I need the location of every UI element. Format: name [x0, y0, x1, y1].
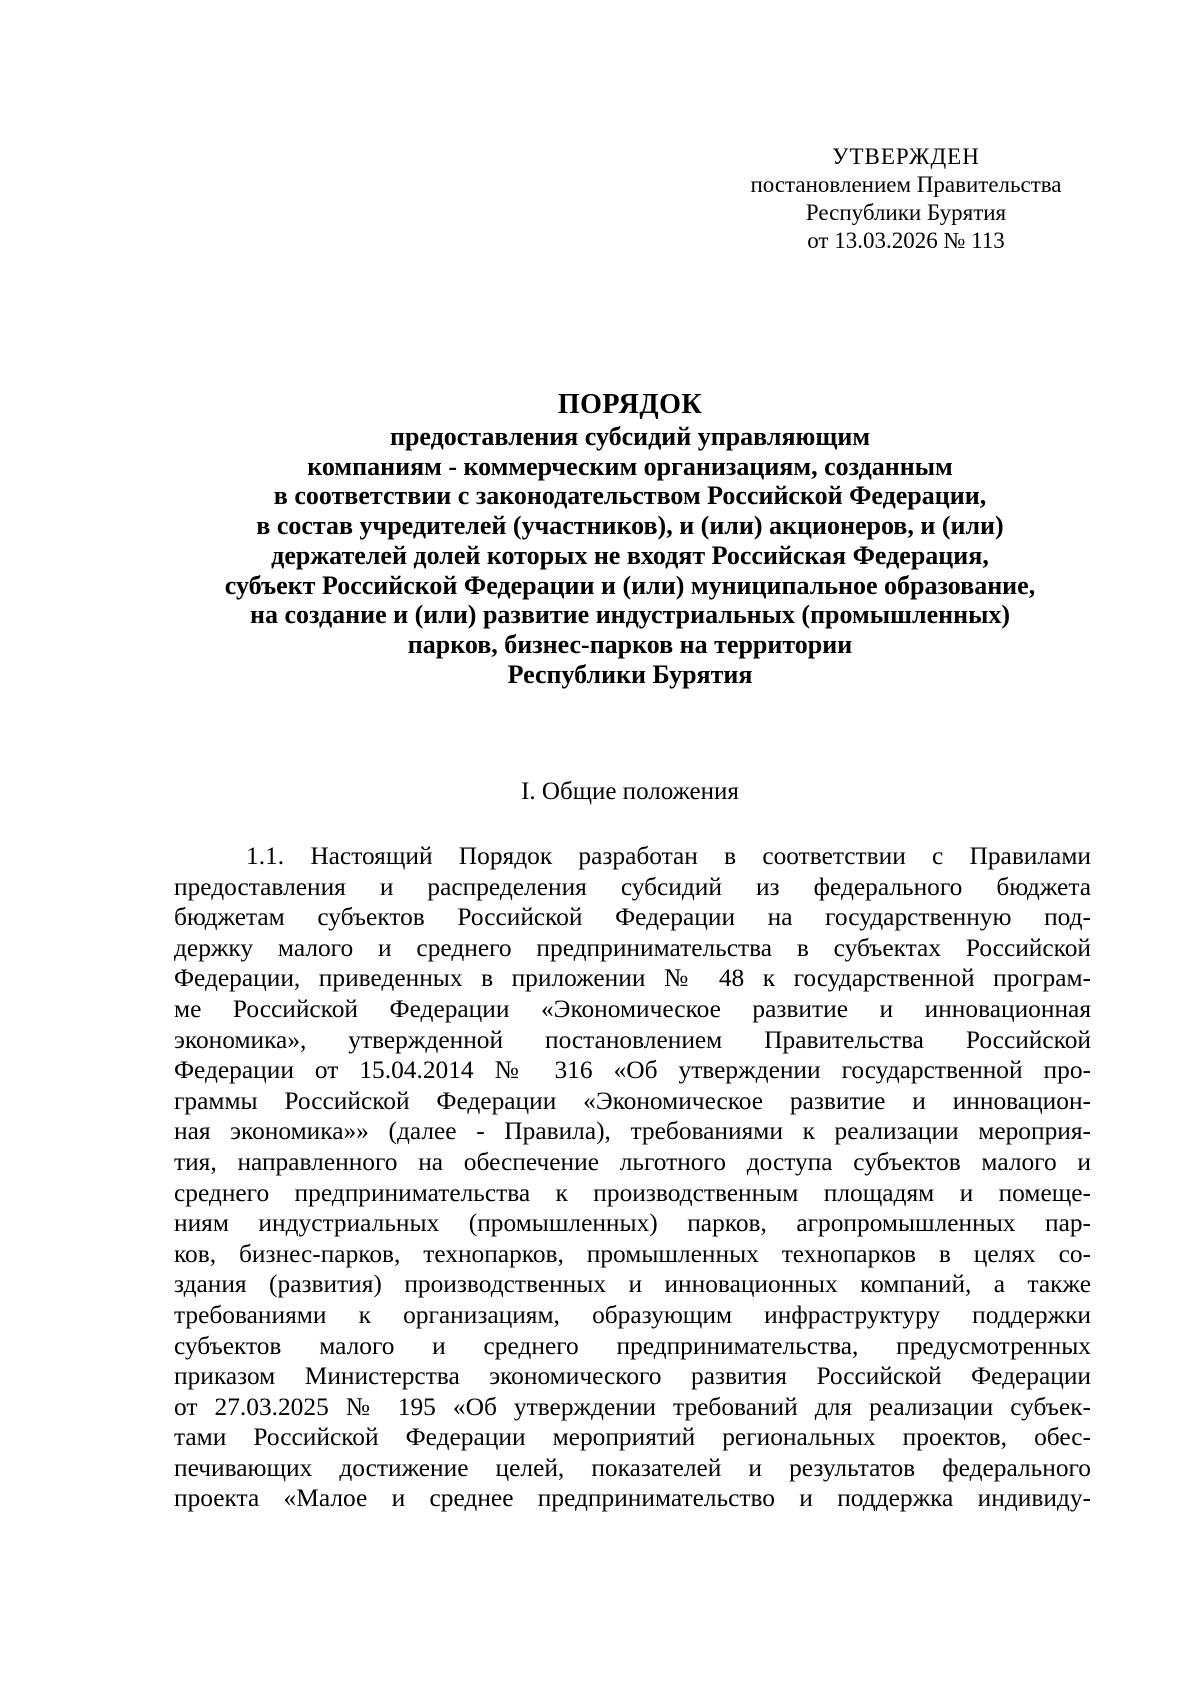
approval-block [720, 143, 1092, 255]
section-heading: I. Общие положения [521, 778, 739, 805]
title-line: субъект Российской Федерации и (или) муниципальное образование, [224, 570, 1036, 600]
paragraph-line: проекта «Малое и среднее предпринимательство и поддержка индивиду- [174, 1484, 1091, 1513]
paragraph-line: от 27.03.2025 № 195 «Об утверждении требований для реализации субъек- [174, 1392, 1091, 1421]
paragraph-line: здания (развития) производственных и инновационных компаний, а также [174, 1270, 1091, 1299]
title-line: Республики Бурятия [507, 659, 753, 689]
title-line: парков, бизнес-парков на территории [407, 629, 853, 659]
title-line: предоставления субсидий управляющим [389, 422, 871, 451]
paragraph-line: ме Российской Федерации «Экономическое развитие и инновационная [174, 994, 1091, 1023]
document-title-block [120, 388, 1140, 689]
title-line: на создание и (или) развитие индустриальных (промышленных) [249, 600, 1011, 630]
title-line: компаниям - коммерческим организациям, созданным [307, 451, 953, 481]
paragraph-line: требованиями к организациям, образующим инфраструктуру поддержки [174, 1300, 1091, 1329]
paragraph-line: ная экономика»» (далее - Правила), требованиями к реализации мероприя- [174, 1117, 1091, 1146]
paragraph-line: приказом Министерства экономического развития Российской Федерации [174, 1362, 1091, 1391]
title-line: в соответствии с законодательством Российской Федерации, [273, 481, 987, 511]
paragraph-line: Федерации, приведенных в приложении № 48 к государственной програм- [174, 964, 1091, 993]
paragraph-line: ков, бизнес-парков, технопарков, промышленных технопарков в целях со- [174, 1239, 1091, 1268]
title-line: держателей долей которых не входят Российская Федерация, [271, 540, 989, 570]
paragraph-line: Федерации от 15.04.2014 № 316 «Об утверждении государственной про- [174, 1056, 1091, 1085]
paragraph-line: печивающих достижение целей, показателей и результатов федерального [174, 1453, 1091, 1482]
paragraph-line: среднего предпринимательства к производственным площадям и помеще- [174, 1178, 1091, 1207]
approval-authority: постановлением Правительства [750, 172, 1062, 197]
approval-stamp: УТВЕРЖДЕН [832, 144, 980, 169]
paragraph-line: держку малого и среднего предпринимательства в субъектах Российской [174, 933, 1091, 962]
title-line: в состав учредителей (участников), и (или) акционеров, и (или) [256, 511, 1004, 541]
document-title: ПОРЯДОК [557, 389, 703, 420]
paragraph-line: 1.1. Настоящий Порядок разработан в соответствии с Правилами [246, 842, 1091, 870]
paragraph-1-1 [174, 841, 1091, 1514]
approval-region: Республики Бурятия [805, 200, 1007, 225]
paragraph-line: предоставления и распределения субсидий из федерального бюджета [174, 872, 1091, 901]
paragraph-line: тия, направленного на обеспечение льготного доступа субъектов малого и [174, 1147, 1091, 1176]
approval-date-number: от 13.03.2026 № 113 [807, 228, 1005, 253]
paragraph-line: экономика», утвержденной постановлением Правительства Российской [174, 1025, 1091, 1054]
paragraph-line: граммы Российской Федерации «Экономическое развитие и инновацион- [174, 1086, 1091, 1115]
paragraph-line: бюджетам субъектов Российской Федерации на государственную под- [174, 903, 1091, 932]
paragraph-line: субъектов малого и среднего предпринимательства, предусмотренных [174, 1331, 1091, 1360]
paragraph-line: тами Российской Федерации мероприятий региональных проектов, обес- [174, 1423, 1091, 1452]
paragraph-line: ниям индустриальных (промышленных) парков, агропромышленных пар- [174, 1209, 1091, 1238]
